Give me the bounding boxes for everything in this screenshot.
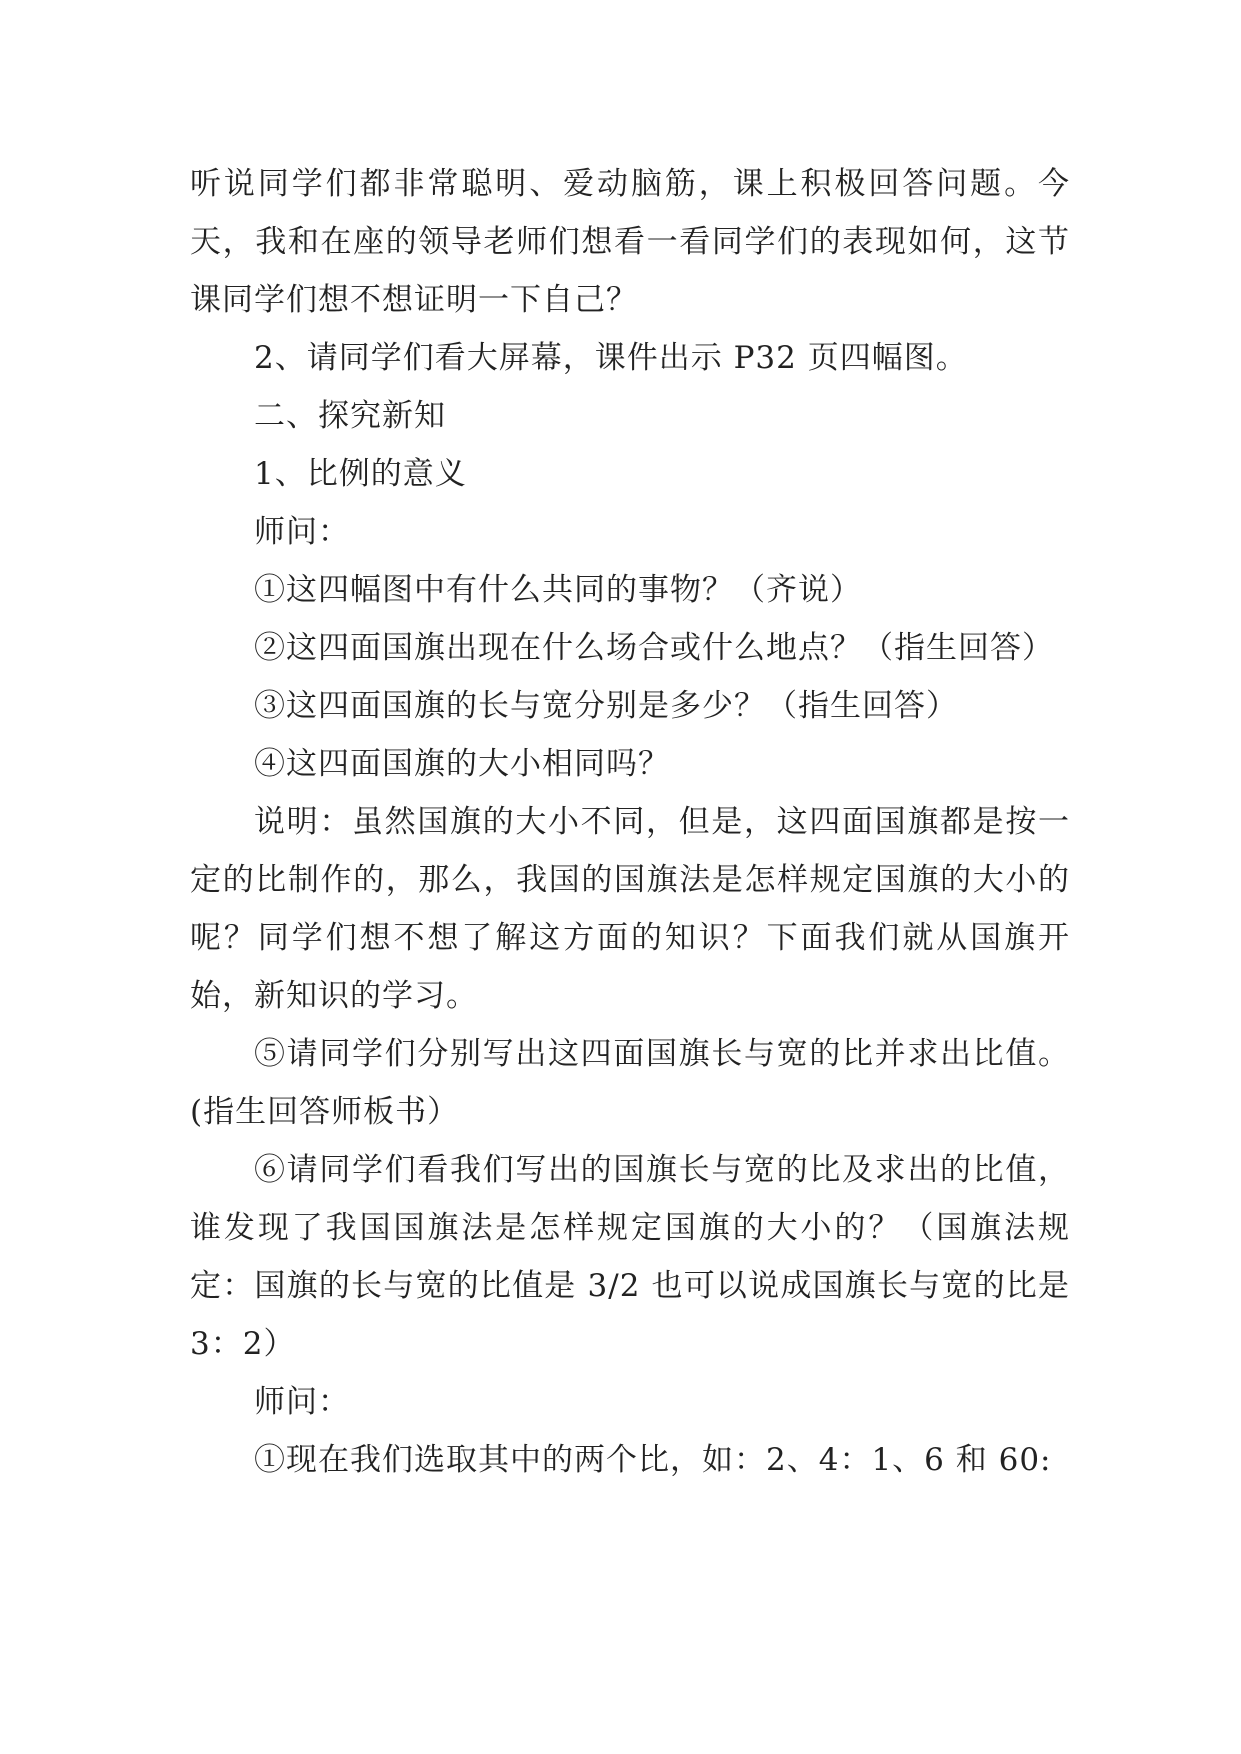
- question-2: ②这四面国旗出现在什么场合或什么地点？（指生回答）: [254, 630, 1054, 666]
- question-6: ⑥请同学们看我们写出的国旗长与宽的比及求出的比值，谁发现了我国国旗法是怎样规定国旗的大小的？（国旗法规定：国旗的长与宽的比值是 3/2 也可以说成国旗长与宽的比是 3：2）: [190, 1152, 1070, 1362]
- document-body: [190, 155, 1070, 1489]
- paragraph-step-2: 2、请同学们看大屏幕，课件出示 P32 页四幅图。: [254, 340, 968, 376]
- teacher-asks-label: 师问：: [254, 514, 350, 550]
- section-heading-explore: 二、探究新知: [254, 398, 446, 434]
- question-4: ④这四面国旗的大小相同吗？: [254, 746, 670, 782]
- subheading-ratio-meaning: 1、比例的意义: [254, 456, 467, 492]
- paragraph-intro: 听说同学们都非常聪明、爱动脑筋，课上积极回答问题。今天，我和在座的领导老师们想看一看同学们的表现如何，这节课同学们想不想证明一下自己？: [190, 166, 1070, 318]
- explanation-paragraph: 说明：虽然国旗的大小不同，但是，这四面国旗都是按一定的比制作的，那么，我国的国旗法是怎样规定国旗的大小的呢？同学们想不想了解这方面的知识？下面我们就从国旗开始，新知识的学习。: [190, 804, 1070, 1014]
- question-1: ①这四幅图中有什么共同的事物？（齐说）: [254, 572, 862, 608]
- question-5: ⑤请同学们分别写出这四面国旗长与宽的比并求出比值。(指生回答师板书）: [190, 1036, 1070, 1130]
- question-3: ③这四面国旗的长与宽分别是多少？（指生回答）: [254, 688, 958, 724]
- question-7: ①现在我们选取其中的两个比，如：2、4：1、6 和 60:: [254, 1442, 1052, 1478]
- teacher-asks-label-2: 师问：: [254, 1384, 350, 1420]
